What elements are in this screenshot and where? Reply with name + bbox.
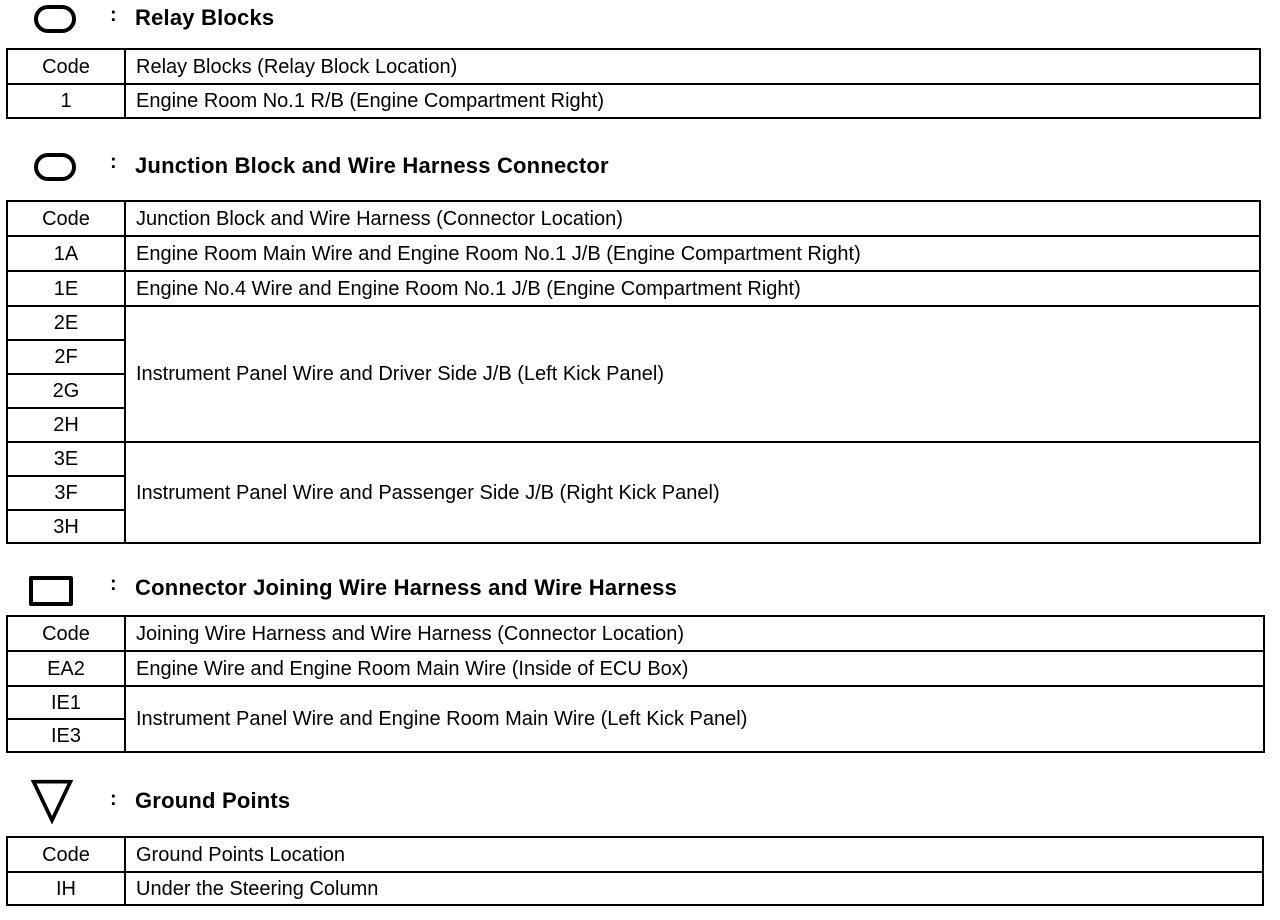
desc-cell: Engine Room Main Wire and Engine Room No.1 J/B (Engine Compartment Right) bbox=[125, 236, 1260, 271]
code-cell: 2H bbox=[7, 408, 125, 442]
table-header-row bbox=[7, 49, 1260, 84]
colon: : bbox=[110, 788, 117, 810]
code-cell: IE1 bbox=[7, 686, 125, 719]
table-row bbox=[7, 306, 1260, 340]
table-row bbox=[7, 271, 1260, 306]
code-cell: 3F bbox=[7, 476, 125, 510]
table-row bbox=[7, 872, 1263, 905]
code-cell: 2F bbox=[7, 340, 125, 374]
code-cell: 3H bbox=[7, 510, 125, 543]
table-row bbox=[7, 236, 1260, 271]
code-header: Code bbox=[7, 201, 125, 236]
colon: : bbox=[110, 151, 117, 173]
code-cell: 3E bbox=[7, 442, 125, 476]
code-cell: 2G bbox=[7, 374, 125, 408]
colon: : bbox=[110, 4, 117, 26]
desc-header: Ground Points Location bbox=[125, 837, 1263, 872]
table-row bbox=[7, 686, 1264, 719]
desc-header: Junction Block and Wire Harness (Connector Location) bbox=[125, 201, 1260, 236]
code-cell: 2E bbox=[7, 306, 125, 340]
code-cell: 1A bbox=[7, 236, 125, 271]
code-header: Code bbox=[7, 616, 125, 651]
relay-blocks-table bbox=[6, 48, 1261, 119]
junction-block-table bbox=[6, 200, 1261, 544]
desc-cell-merged: Instrument Panel Wire and Driver Side J/B (Left Kick Panel) bbox=[125, 306, 1260, 442]
rectangle-icon bbox=[29, 576, 73, 606]
section-title: Junction Block and Wire Harness Connector bbox=[135, 153, 609, 178]
section-connector-joining-header bbox=[0, 570, 1280, 610]
desc-header: Joining Wire Harness and Wire Harness (Connector Location) bbox=[125, 616, 1264, 651]
desc-cell: Under the Steering Column bbox=[125, 872, 1263, 905]
table-row bbox=[7, 84, 1260, 118]
code-cell: 1 bbox=[7, 84, 125, 118]
table-header-row bbox=[7, 837, 1263, 872]
table-row bbox=[7, 442, 1260, 476]
table-header-row bbox=[7, 201, 1260, 236]
table-row bbox=[7, 651, 1264, 686]
desc-cell: Engine Wire and Engine Room Main Wire (Inside of ECU Box) bbox=[125, 651, 1264, 686]
section-junction-block-header bbox=[0, 148, 1280, 188]
section-title: Ground Points bbox=[135, 788, 291, 813]
desc-header: Relay Blocks (Relay Block Location) bbox=[125, 49, 1260, 84]
rounded-rectangle-icon bbox=[34, 5, 76, 33]
desc-cell-merged: Instrument Panel Wire and Passenger Side J/B (Right Kick Panel) bbox=[125, 442, 1260, 543]
section-relay-blocks-header bbox=[0, 0, 1280, 40]
section-ground-points-header bbox=[0, 778, 1280, 818]
table-header-row bbox=[7, 616, 1264, 651]
code-cell: 1E bbox=[7, 271, 125, 306]
ground-points-table bbox=[6, 836, 1264, 906]
section-title: Relay Blocks bbox=[135, 5, 275, 30]
desc-cell: Engine No.4 Wire and Engine Room No.1 J/B (Engine Compartment Right) bbox=[125, 271, 1260, 306]
code-cell: IE3 bbox=[7, 719, 125, 752]
desc-cell-merged: Instrument Panel Wire and Engine Room Main Wire (Left Kick Panel) bbox=[125, 686, 1264, 752]
code-header: Code bbox=[7, 49, 125, 84]
rounded-rectangle-icon bbox=[34, 153, 76, 181]
desc-cell: Engine Room No.1 R/B (Engine Compartment Right) bbox=[125, 84, 1260, 118]
inverted-triangle-icon bbox=[29, 778, 75, 824]
colon: : bbox=[110, 573, 117, 595]
code-cell: IH bbox=[7, 872, 125, 905]
section-title: Connector Joining Wire Harness and Wire Harness bbox=[135, 575, 678, 600]
code-cell: EA2 bbox=[7, 651, 125, 686]
connector-joining-table bbox=[6, 615, 1265, 753]
code-header: Code bbox=[7, 837, 125, 872]
